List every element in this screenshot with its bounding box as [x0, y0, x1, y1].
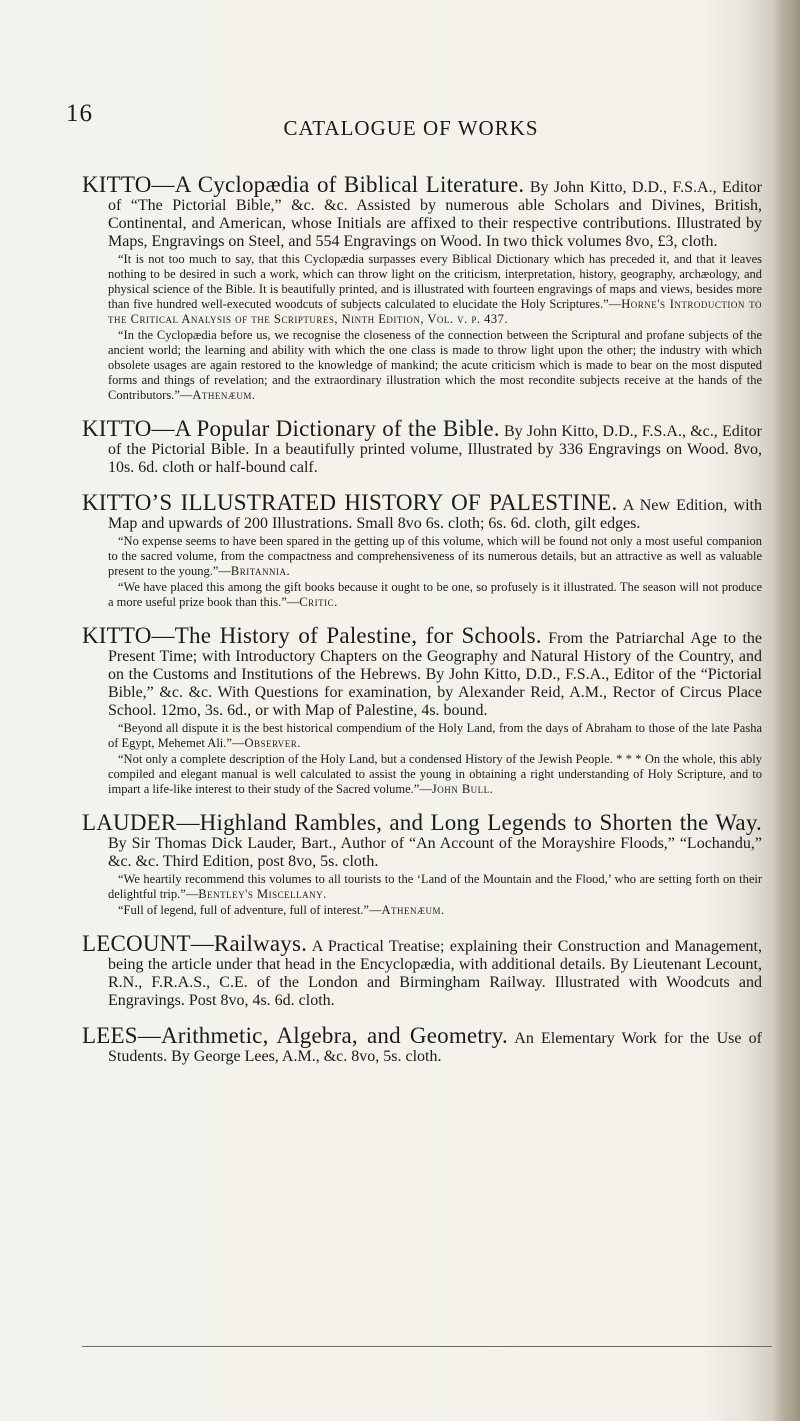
book-spine-edge [770, 0, 800, 1421]
review-quote [82, 721, 762, 751]
entry-title: LEES—Arithmetic, Algebra, and Geometry. [82, 1023, 508, 1048]
entry-description: A New Edition, with Map and upwards of 200 Illustrations. Small 8vo 6s. cloth; 6s. 6d. cloth, gilt edges. [108, 497, 762, 532]
catalogue-entry [82, 490, 762, 610]
review-quote [82, 252, 762, 327]
catalogue-entry [82, 416, 763, 477]
quote-text: “Full of legend, full of adventure, full of interest.”— [118, 903, 382, 917]
running-head: CATALOGUE OF WORKS [283, 116, 539, 140]
quote-text: “We have placed this among the gift books because it ought to be one, so profusely is it illustrated. The season will not produce a more useful prize book than this.”— [108, 580, 762, 609]
quote-text: “No expense seems to have been spared in the getting up of this volume, which will be found not only a most useful companion to the sacred volume, from the compactness and comprehensiveness of its numerous details, but an attractive as well as valuable present to the young.”— [108, 534, 762, 578]
bottom-rule [82, 1346, 772, 1347]
quote-text: “Beyond all dispute it is the best historical compendium of the Holy Land, from the days of Abraham to those of the late Pasha of Egypt, Mehemet Ali.”— [108, 721, 762, 750]
catalogue-entries [82, 172, 763, 1083]
quote-source: Bentley's Miscellany. [198, 887, 327, 901]
entry-description: A Practical Treatise; explaining their Construction and Management, being the article under that head in the Encyclopædia, with additional details. By Lieutenant Lecount, R.N., F.R.A.S., C.E. of the London and Birmingham Railway. Illustrated with Woodcuts and Engravings. Post 8vo, 4s. 6d. cloth. [108, 938, 762, 1009]
entry-description: By John Kitto, D.D., F.S.A., &c., Editor of the Pictorial Bible. In a beautifully printed volume, Illustrated by 336 Engravings on Wood. 8vo, 10s. 6d. cloth or half-bound calf. [108, 423, 763, 476]
quote-source: Horne's Introduction to the Critical Analysis of the Scriptures, Ninth Edition, Vol. v. p. 437. [108, 297, 762, 326]
review-quote [82, 534, 762, 579]
quote-source: Britannia. [230, 564, 291, 578]
page-number: 16 [66, 100, 93, 127]
quote-source: Athenæum. [192, 388, 256, 402]
quote-text: “Not only a complete description of the Holy Land, but a condensed History of the Jewish People. * * * On the whole, this ably compiled and elegant manual is well calculated to assist the young in obtaining a right understanding of Holy Scripture, and to impart a life-like interest to their study of the Sacred volume.”— [108, 752, 762, 796]
catalogue-entry [82, 172, 762, 403]
entry-title: KITTO—A Cyclopædia of Biblical Literature. [82, 172, 525, 197]
quote-source: Critic. [299, 595, 338, 609]
entry-title: KITTO’S ILLUSTRATED HISTORY OF PALESTINE. [82, 490, 618, 515]
catalogue-entry [82, 810, 762, 918]
entry-title: KITTO—A Popular Dictionary of the Bible. [82, 416, 500, 441]
entry-title: LECOUNT—Railways. [82, 931, 308, 956]
entry-description: From the Patriarchal Age to the Present Time; with Introductory Chapters on the Geography and Natural History of the Country, and on the Customs and Institutions of the Hebrews. By John Kitto, D.D., F.S.A., Editor of the “Pictorial Bible,” &c. &c. With Questions for examination, by Alexander Reid, A.M., Rector of Circus Place School. 12mo, 3s. 6d., or with Map of Palestine, 4s. bound. [108, 630, 763, 719]
review-quote [82, 903, 762, 918]
review-quote [82, 580, 762, 610]
quote-text: “It is not too much to say, that this Cyclopædia surpasses every Biblical Dictionary which has preceded it, and that it leaves nothing to be desired in such a work, which can throw light on the criticism, interpretation, history, geography, archæology, and physical science of the Bible. It is beautifully printed, and is illustrated with fourteen engravings of maps and views, besides more than five hundred well-executed woodcuts of subjects calculated to elucidate the Holy Scriptures.”— [108, 252, 762, 311]
entry-description: By Sir Thomas Dick Lauder, Bart., Author of “An Account of the Morayshire Floods,” “Lochandu,” &c. &c. Third Edition, post 8vo, 5s. cloth. [108, 835, 762, 870]
entry-title: KITTO—The History of Palestine, for Schools. [82, 623, 542, 648]
review-quote [82, 872, 762, 902]
quote-text: “In the Cyclopædia before us, we recognise the closeness of the connection between the Scriptural and profane subjects of the ancient world; the learning and ability with which the one class is made to throw light upon the other; the industry with which obsolete usages are again restored to the knowledge of mankind; the acute criticism which is made to bear on the most disputed forms and things of revelation; and the extraordinary illustration which the most recondite subjects receive at the hands of the Contributors.”— [108, 328, 762, 402]
entry-description: An Elementary Work for the Use of Students. By George Lees, A.M., &c. 8vo, 5s. cloth. [108, 1030, 762, 1065]
quote-source: John Bull. [431, 782, 494, 796]
catalogue-entry [82, 623, 763, 797]
quote-source: Observer. [244, 736, 301, 750]
catalogue-entry [82, 931, 762, 1010]
quote-text: “We heartily recommend this volumes to all tourists to the ‘Land of the Mountain and the Flood,’ who are setting forth on their delightful trip.”— [108, 872, 762, 901]
page-header [66, 100, 756, 140]
catalogue-entry [82, 1023, 762, 1066]
review-quote [82, 752, 762, 797]
review-quote [82, 328, 762, 403]
entry-title: LAUDER—Highland Rambles, and Long Legends to Shorten the Way. [82, 810, 762, 835]
entry-description: By John Kitto, D.D., F.S.A., Editor of “The Pictorial Bible,” &c. &c. Assisted by numerous able Scholars and Divines, British, Continental, and American, whose Initials are affixed to their respective contributions. Illustrated by Maps, Engravings on Steel, and 554 Engravings on Wood. In two thick volumes 8vo, £3, cloth. [108, 179, 762, 250]
quote-source: Athenæum. [381, 903, 445, 917]
